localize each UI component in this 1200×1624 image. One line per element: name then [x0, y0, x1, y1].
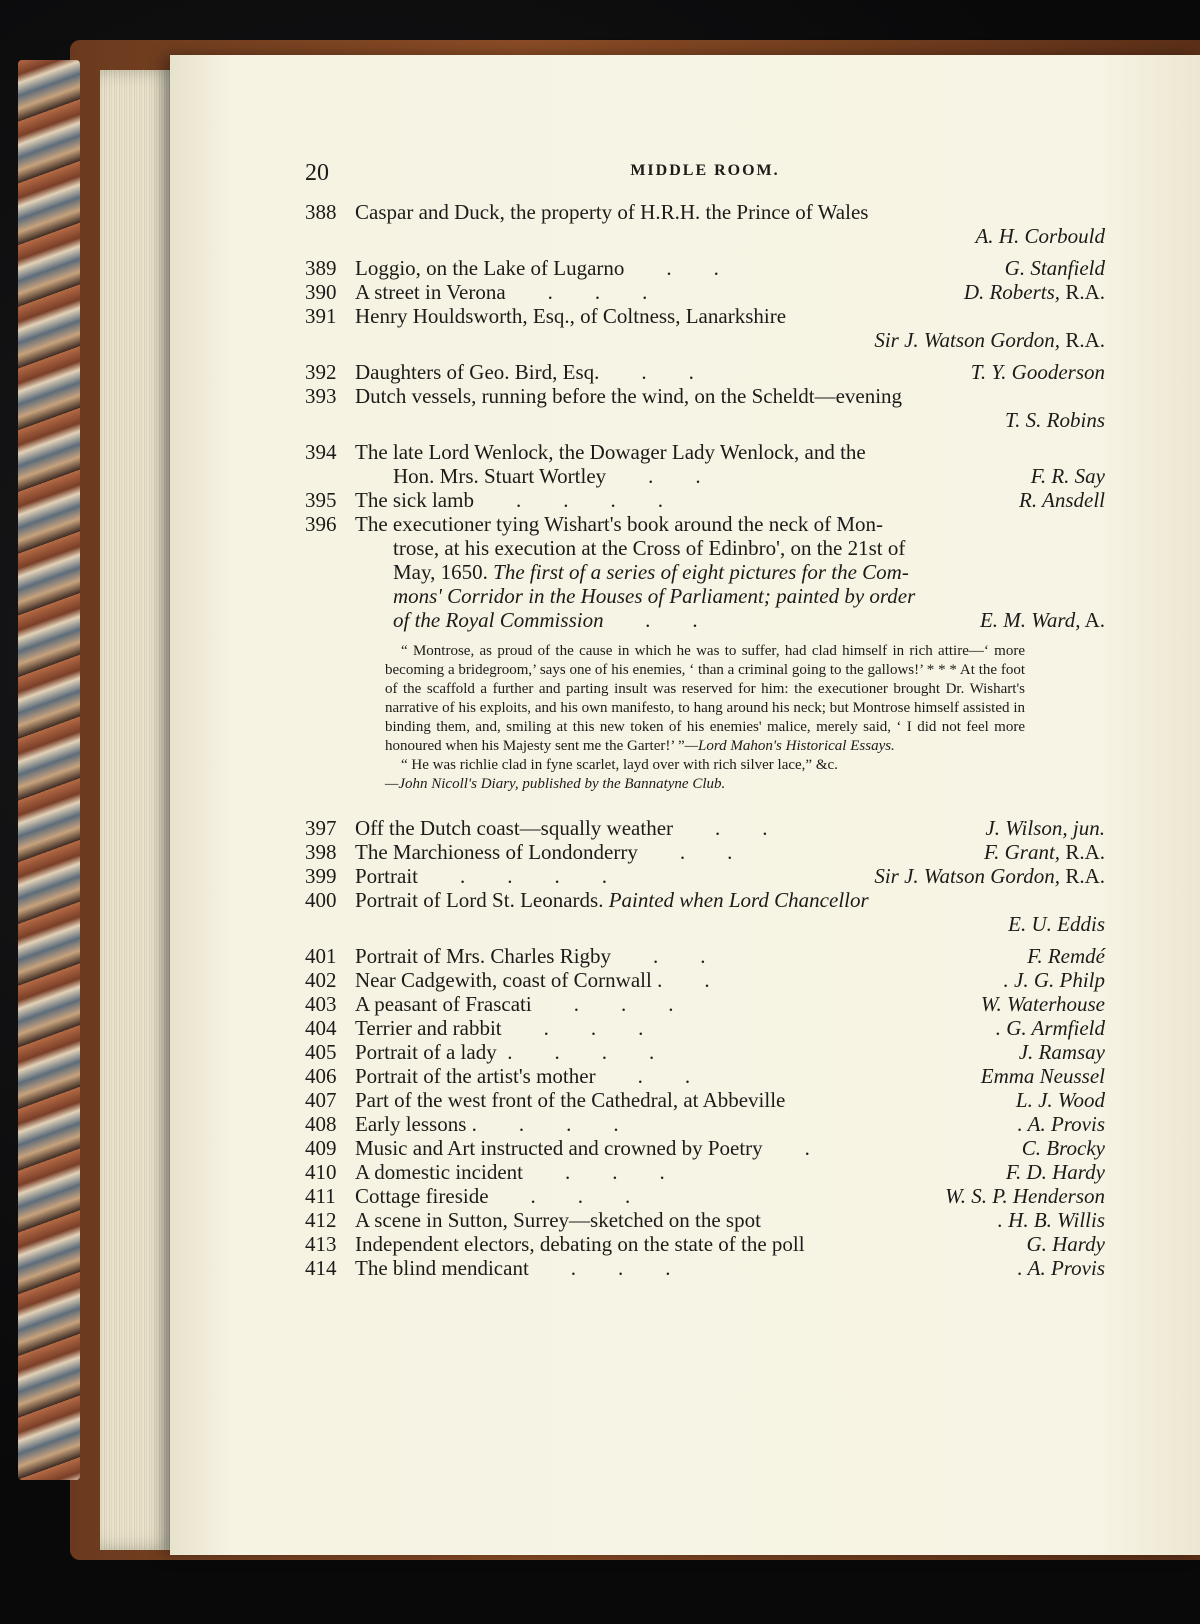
entry-title: The late Lord Wenlock, the Dowager Lady Wenlock, and the: [355, 440, 866, 464]
entry-artist: C. Brocky: [1021, 1136, 1105, 1160]
page-number: 20: [305, 160, 329, 186]
artist-name: F. Grant,: [984, 840, 1061, 864]
entry-title: The sick lamb . . . .: [355, 488, 663, 512]
entry-number: 410: [305, 1160, 337, 1184]
entry-title: A peasant of Frascati . . .: [355, 992, 674, 1016]
entry-number: 403: [305, 992, 337, 1016]
entry-artist: F. D. Hardy: [1005, 1160, 1105, 1184]
catalogue-entry-continued: [305, 464, 1105, 488]
entry-number: 414: [305, 1256, 337, 1280]
entry-artist: J. Ramsay: [1018, 1040, 1105, 1064]
entry-artist: Emma Neussel: [980, 1064, 1105, 1088]
quotation-citation: —Lord Mahon's Historical Essays.: [684, 738, 895, 754]
entry-artist: [984, 840, 1105, 864]
page-edges: [100, 70, 178, 1550]
entry-number: 397: [305, 816, 337, 840]
catalogue-entry: [305, 256, 1105, 280]
entry-title: Independent electors, debating on the state of the poll: [355, 1232, 805, 1256]
entry-title-continued: Hon. Mrs. Stuart Wortley . .: [393, 464, 701, 488]
entry-artist: [355, 328, 1105, 352]
entry-title: A domestic incident . . .: [355, 1160, 665, 1184]
entry-artist: T. Y. Gooderson: [970, 360, 1105, 384]
entry-artist: A. H. Corbould: [975, 224, 1105, 248]
artist-suffix: A.: [1080, 608, 1105, 632]
entry-number: 393: [305, 384, 337, 408]
marbled-endpaper: [18, 60, 80, 1480]
entry-artist: L. J. Wood: [1015, 1088, 1105, 1112]
catalogue-entry: [305, 1016, 1105, 1040]
entry-number: 408: [305, 1112, 337, 1136]
artist-suffix: R.A.: [1060, 328, 1105, 352]
artist-suffix: R.A.: [1060, 840, 1105, 864]
entry-title: A scene in Sutton, Surrey—sketched on the spot: [355, 1208, 761, 1232]
entry-number: 407: [305, 1088, 337, 1112]
entry-title: Portrait of a lady . . . .: [355, 1040, 655, 1064]
entry-title: A street in Verona . . .: [355, 280, 648, 304]
catalogue-entry: [305, 1112, 1105, 1136]
artist-suffix: R.A.: [1060, 280, 1105, 304]
entry-artist: T. S. Robins: [1005, 408, 1105, 432]
catalogue-entry: [305, 1208, 1105, 1232]
entry-artist: . A. Provis: [1017, 1112, 1105, 1136]
catalogue-entry: [305, 1064, 1105, 1088]
entry-title: Cottage fireside . . .: [355, 1184, 631, 1208]
catalogue-entry: [305, 1256, 1105, 1280]
entry-number: 401: [305, 944, 337, 968]
catalogue-entry: [305, 512, 1105, 536]
catalogue-entry: [305, 992, 1105, 1016]
entry-number: 392: [305, 360, 337, 384]
entry-number: 402: [305, 968, 337, 992]
entry-title-continued: [393, 560, 1105, 584]
entry-number: 413: [305, 1232, 337, 1256]
running-head: MIDDLE ROOM.: [630, 162, 780, 179]
quotation-text: “ Montrose, as proud of the cause in which he was to suffer, had clad himself in rich attire—‘ more becoming a bridegroom,’ says one of his enemies, ‘ than a criminal going to the gallows!’ * * * At the foot of the scaffold a further and parting insult was reserved for him: the executioner brought Dr. Wishart's narrative of his exploits, and his own manifesto, to hang around his neck; but Montrose himself assisted in binding them, and, smiling at this new token of his enemies' malice, merely said, ‘ I did not feel more honoured when his Majesty sent me the Garter!’ ”: [385, 643, 1025, 754]
catalogue-entry: [305, 360, 1105, 384]
entry-title-continued: trose, at his execution at the Cross of Edinbro', on the 21st of: [393, 536, 906, 560]
quotation-text: “ He was richlie clad in fyne scarlet, layd over with rich silver lace,” &c.: [401, 757, 838, 773]
artist-name: D. Roberts,: [963, 280, 1061, 304]
entry-title: Dutch vessels, running before the wind, on the Scheldt—evening: [355, 384, 903, 408]
entry-artist: . H. B. Willis: [997, 1208, 1105, 1232]
entry-number: 405: [305, 1040, 337, 1064]
catalogue-entry: [305, 944, 1105, 968]
entry-artist: [980, 608, 1105, 632]
quotation-paragraph: [385, 642, 1025, 756]
page-header: [305, 160, 1105, 200]
entry-artist: [874, 864, 1105, 888]
catalogue-entry: [305, 440, 1105, 464]
catalogue-entry-continued: [305, 608, 1105, 632]
entry-number: 406: [305, 1064, 337, 1088]
entry-number: 390: [305, 280, 337, 304]
entry-number: 400: [305, 888, 337, 912]
entry-title: Near Cadgewith, coast of Cornwall . .: [355, 968, 710, 992]
catalogue-entry: [305, 488, 1105, 512]
entry-artist: F. Remdé: [1027, 944, 1105, 968]
entry-title: Daughters of Geo. Bird, Esq. . .: [355, 360, 694, 384]
entry-title: Terrier and rabbit . . .: [355, 1016, 644, 1040]
entry-title-continued: mons' Corridor in the Houses of Parliament; painted by order: [393, 584, 916, 608]
entry-title-italic: The first of a series of eight pictures for the Com-: [493, 560, 909, 584]
catalogue-entry-continued: [305, 584, 1105, 608]
catalogue-entry: [305, 304, 1105, 352]
catalogue-entry: [305, 1184, 1105, 1208]
entry-title: The blind mendicant . . .: [355, 1256, 671, 1280]
entry-number: 391: [305, 304, 337, 328]
catalogue-entry: [305, 280, 1105, 304]
artist-suffix: R.A.: [1060, 864, 1105, 888]
artist-name: Sir J. Watson Gordon,: [874, 328, 1061, 352]
entry-title-continued: of the Royal Commission . .: [393, 608, 699, 632]
entry-number: 404: [305, 1016, 337, 1040]
entry-title: [355, 888, 1105, 912]
entry-artist: [964, 280, 1105, 304]
entry-artist: . A. Provis: [1017, 1256, 1105, 1280]
entry-artist: . J. G. Philp: [1003, 968, 1105, 992]
entry-title-italic: Painted when Lord Chancellor: [603, 888, 869, 912]
entry-number: 388: [305, 200, 337, 224]
entry-number: 399: [305, 864, 337, 888]
catalogue-entry: [305, 1088, 1105, 1112]
entry-artist: R. Ansdell: [1019, 488, 1105, 512]
entry-title: The Marchioness of Londonderry . .: [355, 840, 733, 864]
catalogue-entry: [305, 1232, 1105, 1256]
catalogue-entry: [305, 864, 1105, 888]
entry-title: Early lessons . . . .: [355, 1112, 619, 1136]
catalogue-entry: [305, 1136, 1105, 1160]
entry-title: Loggio, on the Lake of Lugarno . .: [355, 256, 719, 280]
entry-number: 389: [305, 256, 337, 280]
entry-title: Music and Art instructed and crowned by Poetry .: [355, 1136, 810, 1160]
entry-artist: J. Wilson, jun.: [985, 816, 1105, 840]
catalogue-entry-continued: [305, 536, 1105, 560]
entry-title: The executioner tying Wishart's book around the neck of Mon-: [355, 512, 883, 536]
catalogue-entry: [305, 840, 1105, 864]
entry-number: 409: [305, 1136, 337, 1160]
quotation-citation: —John Nicoll's Diary, published by the Bannatyne Club.: [385, 776, 726, 792]
quotation-paragraph: [385, 756, 1025, 775]
entry-number: 412: [305, 1208, 337, 1232]
entry-title-plain: Portrait of Lord St. Leonards.: [355, 888, 604, 912]
quotation-block: [385, 642, 1025, 794]
catalogue-entry: [305, 816, 1105, 840]
entry-artist: G. Stanfield: [1004, 256, 1105, 280]
page-content: [305, 160, 1105, 1280]
entry-title: Portrait . . . .: [355, 864, 607, 888]
catalogue-entry: [305, 968, 1105, 992]
catalogue-entry: [305, 888, 1105, 936]
entry-title: Portrait of Mrs. Charles Rigby . .: [355, 944, 706, 968]
entry-artist: . G. Armfield: [995, 1016, 1105, 1040]
entry-artist: G. Hardy: [1026, 1232, 1105, 1256]
entry-title: Part of the west front of the Cathedral, at Abbeville: [355, 1088, 786, 1112]
entry-artist: E. U. Eddis: [1008, 912, 1105, 936]
entry-number: 394: [305, 440, 337, 464]
entry-artist: W. Waterhouse: [980, 992, 1105, 1016]
entry-title: Henry Houldsworth, Esq., of Coltness, Lanarkshire: [355, 304, 787, 328]
entry-number: 395: [305, 488, 337, 512]
entry-number: 396: [305, 512, 337, 536]
catalogue-entry-continued: [305, 560, 1105, 584]
catalogue-entry: [305, 384, 1105, 432]
artist-name: E. M. Ward,: [979, 608, 1081, 632]
entry-number: 411: [305, 1184, 336, 1208]
artist-name: Sir J. Watson Gordon,: [874, 864, 1061, 888]
catalogue-entry: [305, 200, 1105, 248]
entry-number: 398: [305, 840, 337, 864]
catalogue-entry: [305, 1040, 1105, 1064]
catalogue-entry: [305, 1160, 1105, 1184]
entry-title: Off the Dutch coast—squally weather . .: [355, 816, 768, 840]
entry-title: Caspar and Duck, the property of H.R.H. the Prince of Wales: [355, 200, 869, 224]
entry-title: Portrait of the artist's mother . .: [355, 1064, 691, 1088]
entry-artist: F. R. Say: [1030, 464, 1105, 488]
entry-artist: W. S. P. Henderson: [945, 1184, 1105, 1208]
entry-title-plain: May, 1650.: [393, 560, 494, 584]
